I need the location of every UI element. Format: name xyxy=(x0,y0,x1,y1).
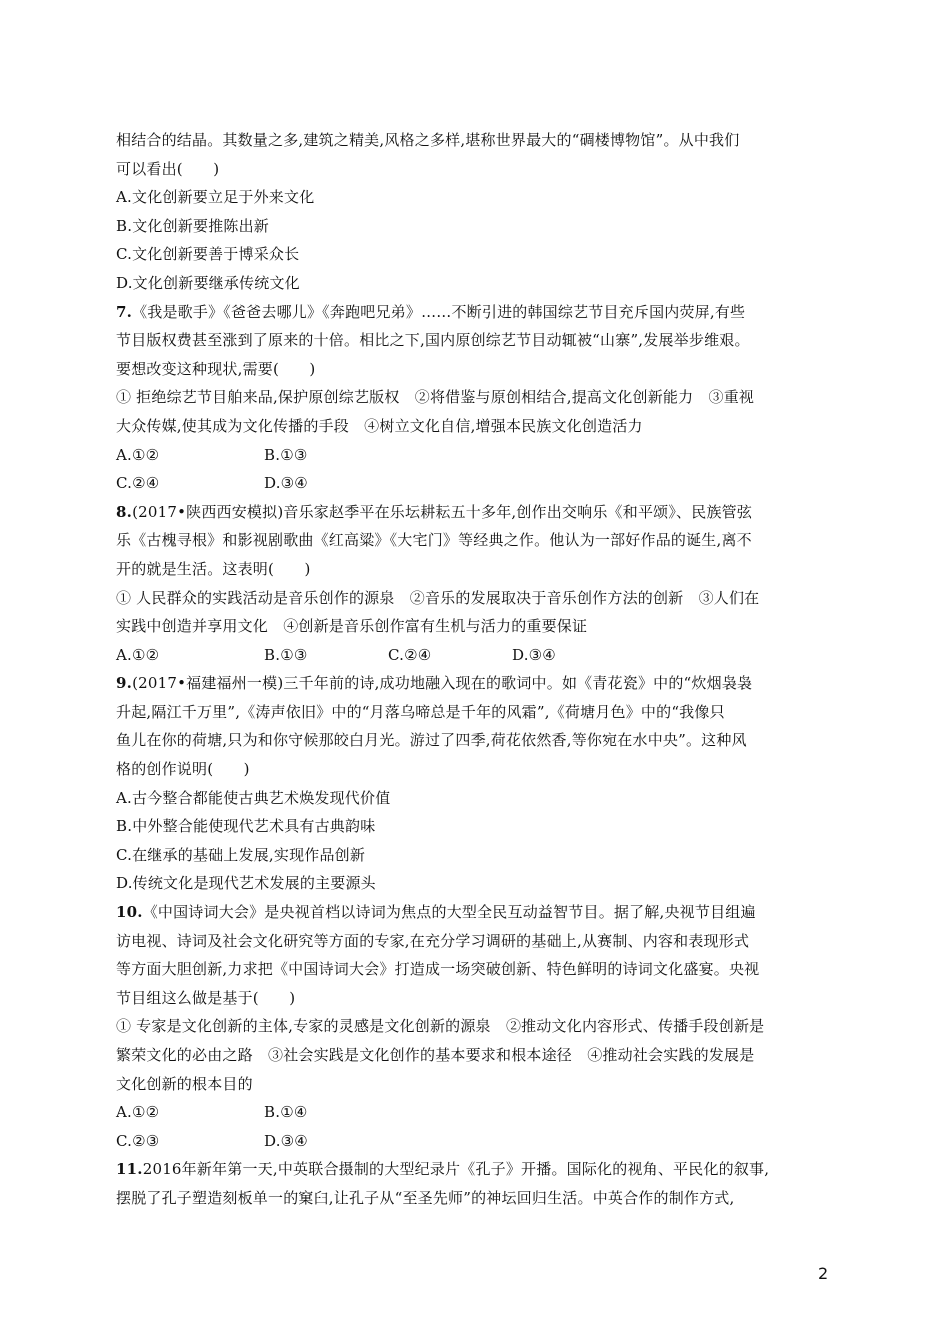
option-b: B.①③ xyxy=(264,645,308,664)
options-row xyxy=(116,441,836,470)
option-b: B.①③ xyxy=(264,445,308,464)
question-text-line: 8.(2017•陕西西安模拟)音乐家赵季平在乐坛耕耘五十多年,创作出交响乐《和平颂》、民族管弦 xyxy=(116,502,753,521)
question-number: 9. xyxy=(116,674,133,693)
options-row xyxy=(116,641,836,670)
option-b: B.中外整合能使现代艺术具有古典韵味 xyxy=(116,817,376,836)
page-content xyxy=(116,126,836,1213)
question-text-line: 摆脱了孔子塑造刻板单一的窠臼,让孔子从“至圣先师”的神坛回归生活。中英合作的制作方式, xyxy=(116,1188,735,1207)
question-11 xyxy=(116,1155,836,1212)
question-text-line: 10.《中国诗词大会》是央视首档以诗词为焦点的大型全民互动益智节目。据了解,央视节目组遍 xyxy=(116,903,756,922)
question-text-line: 节目组这么做是基于( ) xyxy=(116,988,296,1007)
question-8 xyxy=(116,498,836,670)
question-text-line: 节目版权费甚至涨到了原来的十倍。相比之下,国内原创综艺节目动辄被“山寨”,发展举步维艰。 xyxy=(116,331,750,350)
question-text-line: 升起,隔江千万里”,《涛声依旧》中的“月落乌啼总是千年的风霜”,《荷塘月色》中的“我像只 xyxy=(116,702,725,721)
option-a: A.①② xyxy=(116,445,160,464)
option-d: D.③④ xyxy=(512,645,556,664)
options-row xyxy=(116,1098,836,1127)
option-d: D.传统文化是现代艺术发展的主要源头 xyxy=(116,874,376,893)
options-row xyxy=(116,469,836,498)
statement-line: 大众传媒,使其成为文化传播的手段 ④树立文化自信,增强本民族文化创造活力 xyxy=(116,416,643,435)
question-text-line: 开的就是生活。这表明( ) xyxy=(116,559,311,578)
question-text-line: 11.2016年新年第一天,中英联合摄制的大型纪录片《孔子》开播。国际化的视角、平民化的叙事, xyxy=(116,1160,770,1179)
option-a: A.①② xyxy=(116,1103,160,1122)
question-text-line: 可以看出( ) xyxy=(116,159,220,178)
question-9 xyxy=(116,669,836,898)
option-d: D.文化创新要继承传统文化 xyxy=(116,273,300,292)
statement-line: 实践中创造并享用文化 ④创新是音乐创作富有生机与活力的重要保证 xyxy=(116,617,588,636)
question-text-line: 等方面大胆创新,力求把《中国诗词大会》打造成一场突破创新、特色鲜明的诗词文化盛宴。央视 xyxy=(116,960,760,979)
option-c: C.文化创新要善于博采众长 xyxy=(116,245,300,264)
question-number: 8. xyxy=(116,502,133,521)
options-row xyxy=(116,1127,836,1156)
option-c: C.②③ xyxy=(116,1131,160,1150)
statement-line: ① 拒绝综艺节目舶来品,保护原创综艺版权 ②将借鉴与原创相结合,提高文化创新能力 ③重视 xyxy=(116,388,755,407)
question-6 xyxy=(116,126,836,298)
question-number: 11. xyxy=(116,1160,143,1179)
question-10 xyxy=(116,898,836,1155)
statement-line: 繁荣文化的必由之路 ③社会实践是文化创作的基本要求和根本途径 ④推动社会实践的发展是 xyxy=(116,1046,755,1064)
statement-line: 文化创新的根本目的 xyxy=(116,1074,253,1093)
page-number: 2 xyxy=(818,1264,829,1283)
question-text-line: 鱼儿在你的荷塘,只为和你守候那皎白月光。游过了四季,荷花依然香,等你宛在水中央”。这种风 xyxy=(116,731,747,750)
question-number: 7. xyxy=(116,302,133,321)
option-b: B.文化创新要推陈出新 xyxy=(116,216,269,235)
option-d: D.③④ xyxy=(264,474,308,493)
option-a: A.古今整合都能使古典艺术焕发现代价值 xyxy=(116,788,391,807)
question-text-line: 格的创作说明( ) xyxy=(116,760,250,779)
statement-line: ① 专家是文化创新的主体,专家的灵感是文化创新的源泉 ②推动文化内容形式、传播手段创新是 xyxy=(116,1017,765,1036)
option-c: C.②④ xyxy=(388,645,432,664)
question-text-line: 乐《古槐寻根》和影视剧歌曲《红高粱》《大宅门》等经典之作。他认为一部好作品的诞生,离不 xyxy=(116,531,752,550)
option-a: A.文化创新要立足于外来文化 xyxy=(116,188,315,207)
question-text-line: 相结合的结晶。其数量之多,建筑之精美,风格之多样,堪称世界最大的“碉楼博物馆”。从中我们 xyxy=(116,131,740,149)
question-text-line: 要想改变这种现状,需要( ) xyxy=(116,359,316,378)
statement-line: ① 人民群众的实践活动是音乐创作的源泉 ②音乐的发展取决于音乐创作方法的创新 ③人们在 xyxy=(116,588,760,607)
option-d: D.③④ xyxy=(264,1131,308,1150)
question-number: 10. xyxy=(116,903,143,922)
question-text-line: 7.《我是歌手》《爸爸去哪儿》《奔跑吧兄弟》……不断引进的韩国综艺节目充斥国内荧屏,有些 xyxy=(116,302,746,321)
question-7 xyxy=(116,298,836,498)
option-b: B.①④ xyxy=(264,1103,308,1122)
question-text-line: 9.(2017•福建福州一模)三千年前的诗,成功地融入现在的歌词中。如《青花瓷》中的“炊烟袅袅 xyxy=(116,674,753,693)
option-c: C.②④ xyxy=(116,474,160,493)
option-a: A.①② xyxy=(116,645,160,664)
question-text-line: 访电视、诗词及社会文化研究等方面的专家,在充分学习调研的基础上,从赛制、内容和表现形式 xyxy=(116,931,750,950)
option-c: C.在继承的基础上发展,实现作品创新 xyxy=(116,845,366,864)
